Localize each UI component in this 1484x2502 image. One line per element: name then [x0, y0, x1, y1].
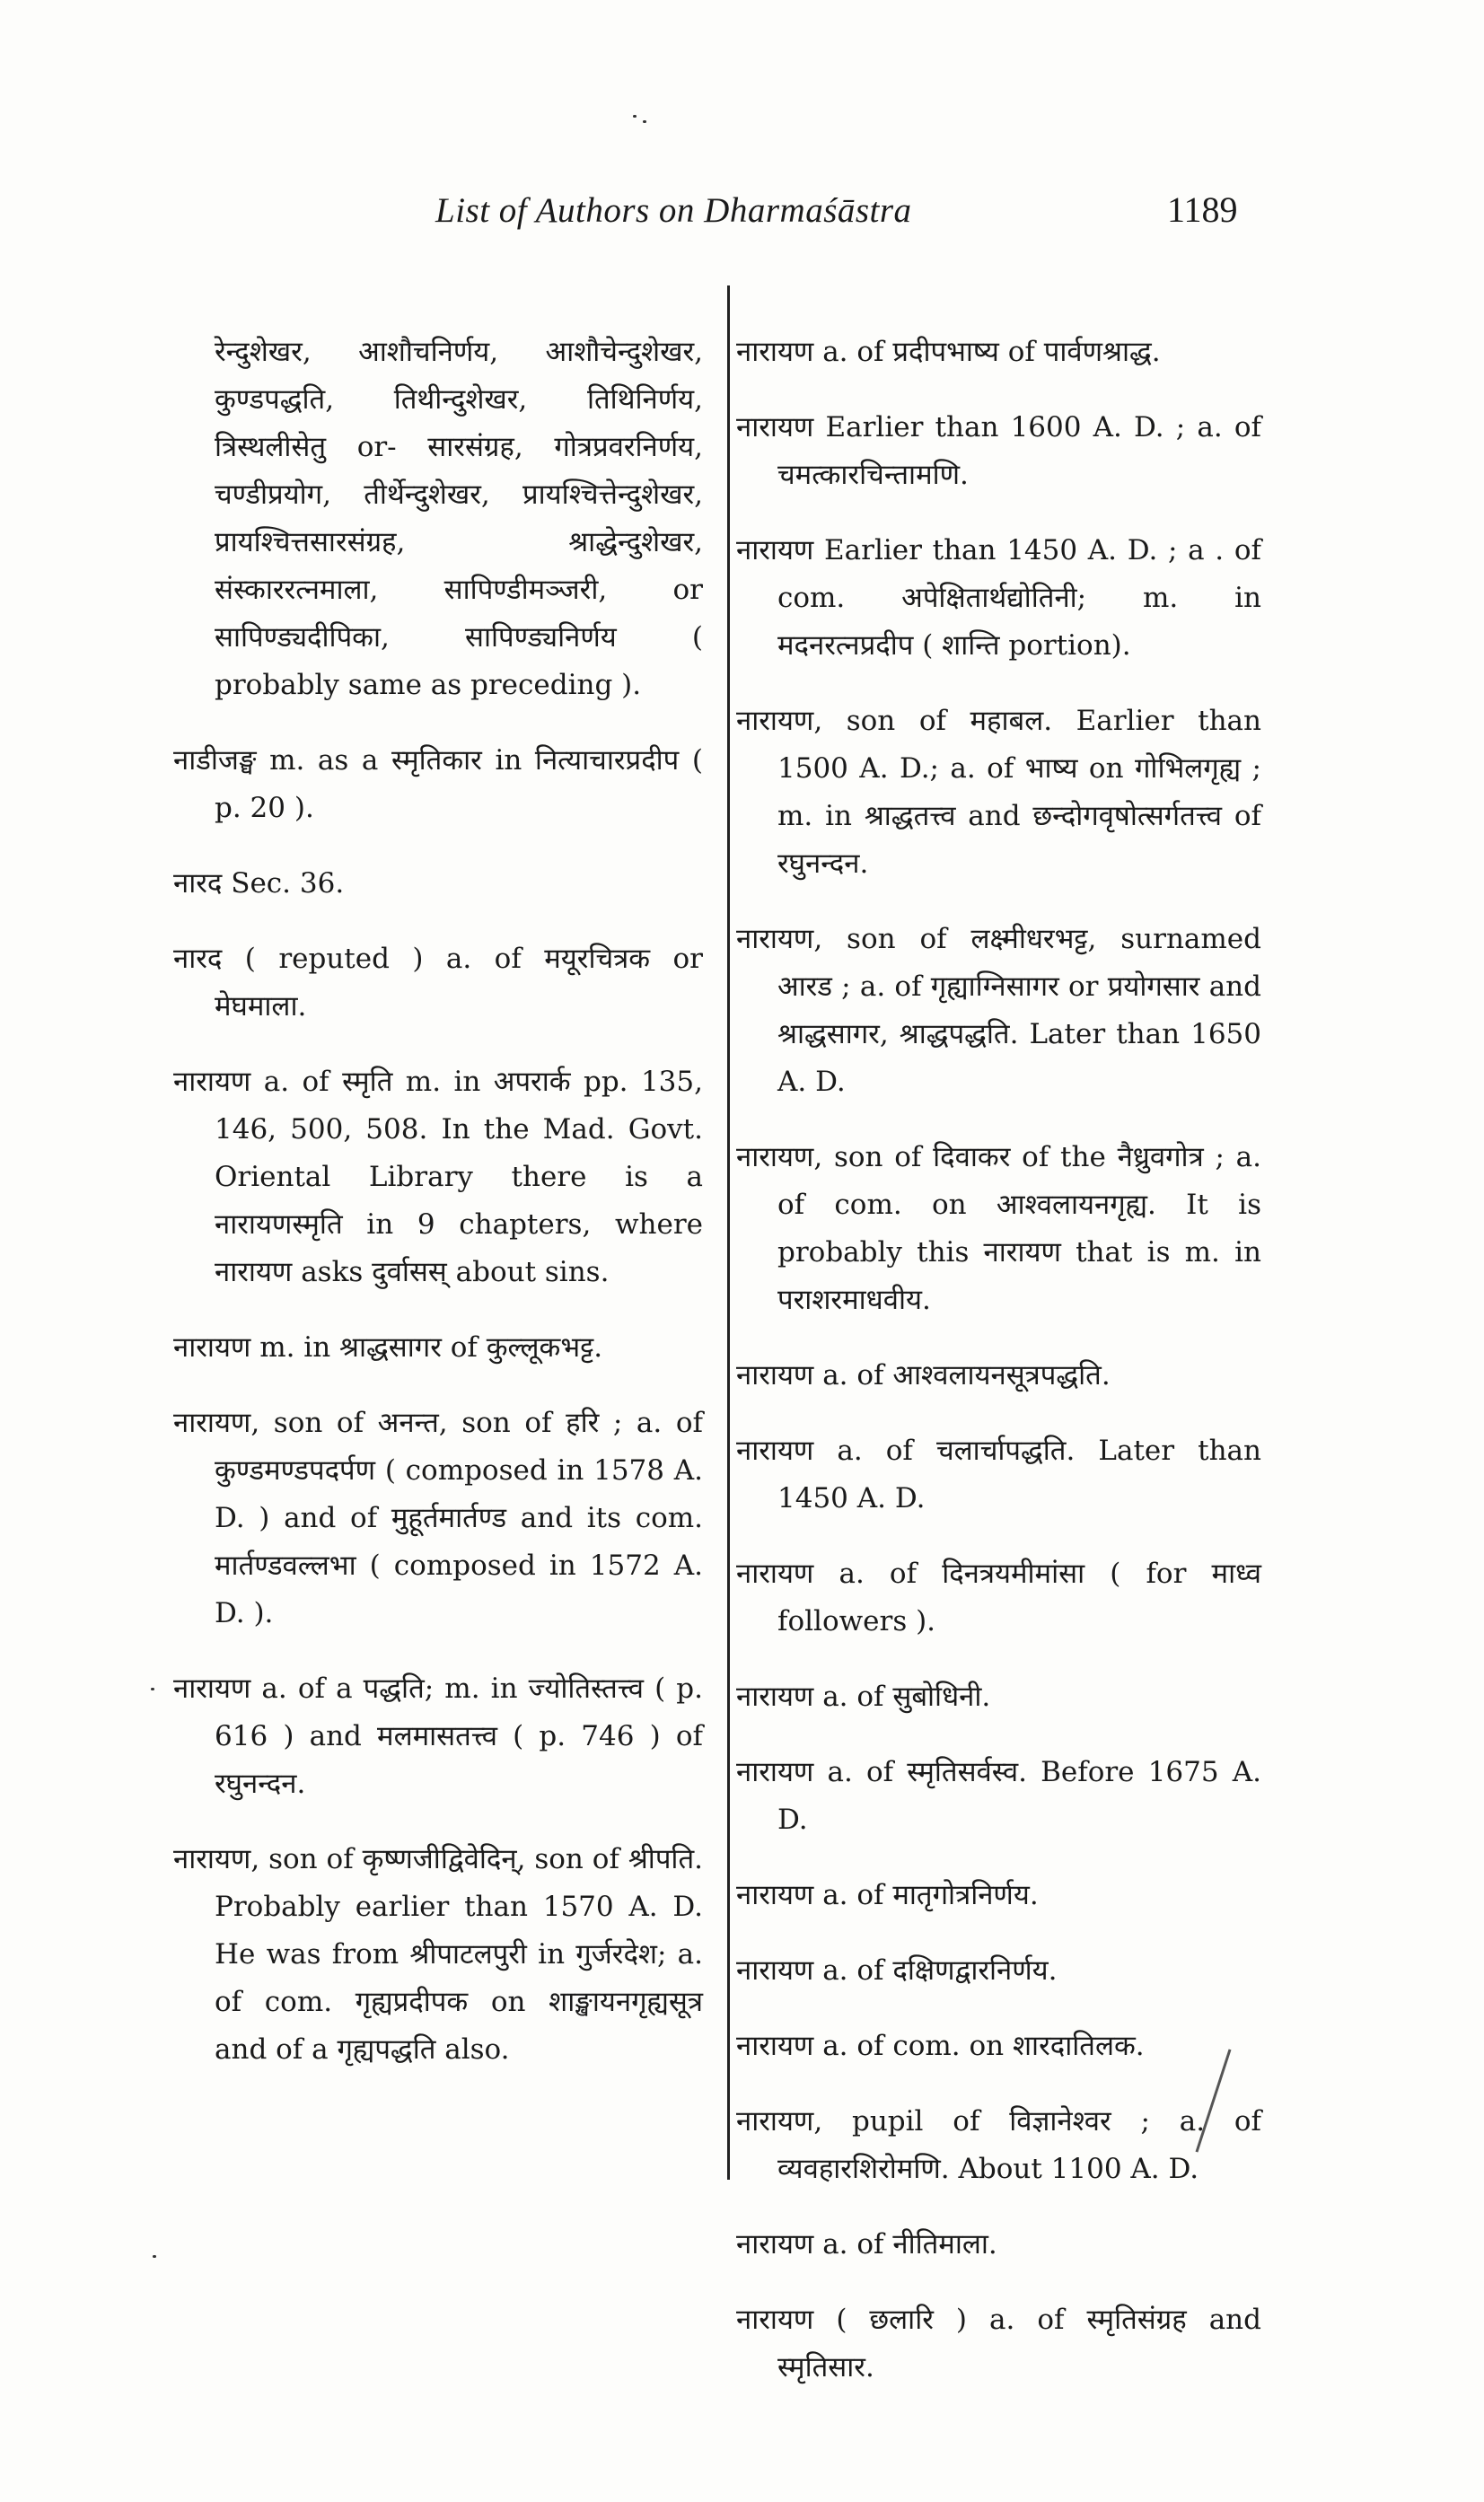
list-item: नारायण m. in श्राद्धसागर of कुल्लूकभट्ट.	[173, 1331, 603, 1364]
ink-speck	[633, 115, 637, 118]
list-item: नारायण a. of मातृगोत्रनिर्णय.	[736, 1879, 1039, 1911]
list-item: नाडीजङ्घ m. as a स्मृतिकार in नित्याचारप्रदीप ( p. 20 ).	[173, 744, 703, 824]
list-item: नारायण a. of आश्वलायनसूत्रपद्धति.	[736, 1359, 1111, 1391]
right-column	[736, 301, 1261, 2397]
list-item: नारायण a. of नीतिमाला.	[736, 2228, 997, 2261]
list-item: नारायण, pupil of विज्ञानेश्वर ; a. of व्यवहारशिरोमणि. About 1100 A. D.	[736, 2105, 1261, 2185]
list-item: नारायण ( छलारि ) a. of स्मृतिसंग्रह and स्मृतिसार.	[736, 2304, 1261, 2383]
ink-speck	[153, 2255, 156, 2258]
list-item: नारायण a. of स्मृति m. in अपरार्क pp. 135, 146, 500, 508. In the Mad. Govt. Oriental Library there is a नारायणस्मृति in 9 chapters, where नारायण asks दुर्वासस् about sins.	[173, 1066, 703, 1288]
page-number: 1189	[1167, 189, 1238, 230]
list-item: नारायण a. of दिनत्रयमीमांसा ( for माध्व followers ).	[736, 1558, 1261, 1637]
list-item: नारायण a. of सुबोधिनी.	[736, 1681, 991, 1713]
list-item: नारद ( reputed ) a. of मयूरचित्रक or मेघमाला.	[173, 943, 703, 1023]
list-item: नारायण Earlier than 1600 A. D. ; a. of चमत्कारचिन्तामणि.	[736, 411, 1261, 491]
ink-speck	[643, 120, 646, 123]
list-item: नारायण Earlier than 1450 A. D. ; a . of com. अपेक्षितार्थद्योतिनी; m. in मदनरत्नप्रदीप ( शान्ति portion).	[736, 534, 1261, 662]
list-item: नारायण a. of com. on शारदातिलक.	[736, 2030, 1145, 2062]
list-item: नारायण a. of दक्षिणद्वारनिर्णय.	[736, 1954, 1058, 1987]
list-item: नारायण, son of कृष्णजीद्विवेदिन्, son of श्रीपति. Probably earlier than 1570 A. D. He was from श्रीपाटलपुरी in गुर्जरदेश; a. of com. गृह्यप्रदीपक on शाङ्खायनगृह्यसूत्र and of a गृह्यपद्धति also.	[173, 1843, 703, 2066]
list-item: रेन्दुशेखर, आशौचनिर्णय, आशौचेन्दुशेखर, कुण्डपद्धति, तिथीन्दुशेखर, तिथिनिर्णय, त्रिस्थलीसेतु or- सारसंग्रह, गोत्रप्रवरनिर्णय, चण्डीप्रयोग, तीर्थेन्दुशेखर, प्रायश्चित्तेन्दुशेखर, प्रायश्चित्तसारसंग्रह, श्राद्धेन्दुशेखर, संस्काररत्नमाला, सापिण्डीमञ्जरी, or सापिण्ड्यदीपिका, सापिण्ड्यनिर्णय ( probably same as preceding ).	[215, 336, 703, 701]
list-item: नारायण a. of चलार्चापद्धति. Later than 1450 A. D.	[736, 1435, 1261, 1514]
list-item: नारायण, son of महाबल. Earlier than 1500 A. D.; a. of भाष्य on गोभिलगृह्य ; m. in श्राद्धतत्त्व and छन्दोगवृषोत्सर्गतत्त्व of रघुनन्दन.	[736, 705, 1261, 880]
list-item: नारद Sec. 36.	[173, 867, 345, 900]
list-item: नारायण a. of स्मृतिसर्वस्व. Before 1675 A. D.	[736, 1756, 1261, 1836]
column-divider	[727, 285, 730, 2180]
list-item: नारायण a. of a पद्धति; m. in ज्योतिस्तत्त्व ( p. 616 ) and मलमासतत्त्व ( p. 746 ) of रघुनन्दन.	[173, 1672, 703, 1800]
running-header-title: List of Authors on Dharmaśāstra	[435, 191, 912, 230]
list-item: नारायण, son of दिवाकर of the नैध्रुवगोत्र ; a. of com. on आश्वलायनगृह्य. It is probably this नारायण that is m. in पराशरमाधवीय.	[736, 1141, 1261, 1316]
list-item: नारायण a. of प्रदीपभाष्य of पार्वणश्राद्ध.	[736, 336, 1161, 368]
list-item: नारायण, son of अनन्त, son of हरि ; a. of कुण्डमण्डपदर्पण ( composed in 1578 A. D. ) and of मुहूर्तमार्तण्ड and its com. मार्तण्डवल्लभा ( composed in 1572 A. D. ).	[173, 1407, 703, 1629]
ink-speck	[151, 1688, 154, 1690]
list-item: नारायण, son of लक्ष्मीधरभट्ट, surnamed आरड ; a. of गृह्याग्निसागर or प्रयोगसार and श्राद्धसागर, श्राद्धपद्धति. Later than 1650 A. D.	[736, 923, 1261, 1098]
left-column	[173, 301, 703, 2089]
